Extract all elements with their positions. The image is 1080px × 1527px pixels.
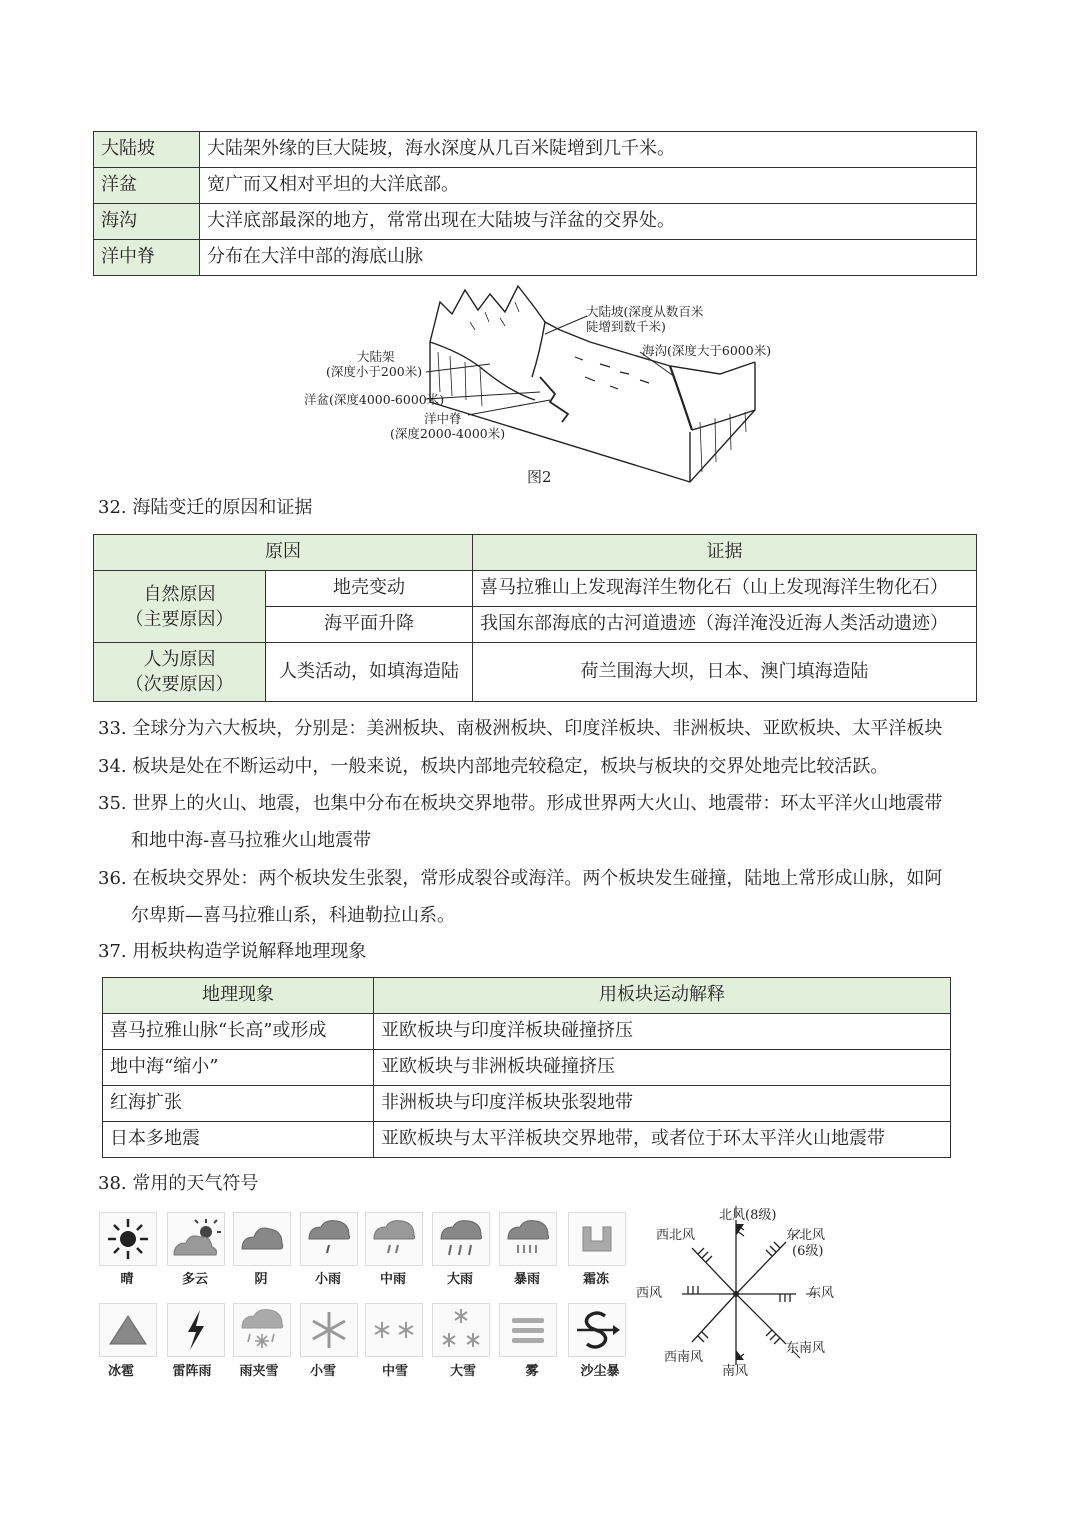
desc-cell: 大陆架外缘的巨大陡坡，海水深度从几百米陡增到几千米。: [200, 132, 977, 168]
human-activity-cell: 人类活动，如填海造陆: [266, 643, 473, 702]
thunderstorm-icon: [167, 1303, 225, 1357]
moderate-snow-icon: [365, 1303, 423, 1357]
desc-cell: 大洋底部最深的地方，常常出现在大陆坡与洋盆的交界处。: [200, 204, 977, 240]
fog-icon: [499, 1303, 557, 1357]
weather-label: 晴: [120, 1272, 134, 1287]
weather-label: 中雪: [381, 1364, 408, 1379]
wind-west-label: 西风: [636, 1286, 663, 1301]
weather-label: 沙尘暴: [580, 1364, 620, 1379]
sea-land-change-table: [93, 534, 977, 702]
human-cause-line1: 人为原因: [143, 649, 216, 670]
slope-label: 大陆坡(深度从数百米: [586, 304, 704, 319]
wind-southeast-label: 东南风: [786, 1341, 826, 1356]
explain-cell: 亚欧板块与非洲板块碰撞挤压: [374, 1050, 951, 1086]
basin-label: 洋盆(深度4000-6000米): [304, 392, 445, 407]
crust-cell: 地壳变动: [266, 571, 473, 607]
weather-label: 雨夹雪: [239, 1364, 279, 1379]
wind-northwest-label: 西北风: [656, 1228, 696, 1243]
term-cell: 洋盆: [94, 168, 200, 204]
natural-cause-cell: [94, 571, 266, 643]
item-34: 34. 板块是处在不断运动中，一般来说，板块内部地壳较稳定，板块与板块的交界处地壳比较活跃。: [98, 756, 889, 777]
light-snow-icon: [300, 1303, 358, 1357]
item-32-heading: 32. 海陆变迁的原因和证据: [98, 497, 313, 518]
term-cell: 海沟: [94, 204, 200, 240]
human-evidence-cell: 荷兰围海大坝，日本、澳门填海造陆: [473, 643, 977, 702]
frost-icon: [568, 1212, 626, 1266]
header-phenomenon: 地理现象: [103, 978, 374, 1014]
header-explain: 用板块运动解释: [374, 978, 951, 1014]
sun-icon: [99, 1212, 157, 1266]
sea-level-cell: 海平面升降: [266, 607, 473, 643]
sandstorm-icon: [568, 1303, 626, 1357]
sleet-icon: [233, 1303, 291, 1357]
item-33: 33. 全球分为六大板块，分别是：美洲板块、南极洲板块、印度洋板块、非洲板块、亚欧板块、太平洋板块: [98, 718, 943, 739]
overcast-icon: [233, 1212, 291, 1266]
light-rain-icon: [300, 1212, 358, 1266]
wind-east-label: 东风: [808, 1286, 835, 1301]
weather-label: 暴雨: [513, 1272, 540, 1287]
ridge-label: 洋中脊: [424, 411, 462, 426]
moderate-rain-icon: [365, 1212, 423, 1266]
weather-label: 小雪: [309, 1364, 336, 1379]
plate-explanation-table: [102, 977, 951, 1158]
term-cell: 洋中脊: [94, 240, 200, 276]
wind-south-label: 南风: [722, 1364, 749, 1379]
sea-level-evidence-cell: 我国东部海底的古河道遗迹（海洋淹没近海人类活动遗迹）: [473, 607, 977, 643]
term-cell: 大陆坡: [94, 132, 200, 168]
wind-southwest-label: 西南风: [664, 1350, 704, 1365]
header-cause: 原因: [94, 535, 473, 571]
shelf-label: 大陆架: [357, 349, 395, 364]
wind-north-label: 北风(8级): [719, 1208, 777, 1223]
item-38-heading: 38. 常用的天气符号: [98, 1173, 259, 1194]
weather-label: 小雨: [314, 1272, 341, 1287]
item-36: 36. 在板块交界处：两个板块发生张裂，常形成裂谷或海洋。两个板块发生碰撞，陆地上常形成山脉，如阿: [98, 868, 943, 889]
heavy-rain-icon: [432, 1212, 490, 1266]
figure-caption: 图2: [527, 468, 552, 486]
weather-label: 中雨: [379, 1272, 406, 1287]
natural-cause-line1: 自然原因: [143, 583, 216, 605]
item-35-cont: 和地中海-喜马拉雅火山地震带: [131, 830, 372, 851]
weather-label: 阴: [254, 1272, 268, 1287]
weather-label: 霜冻: [582, 1272, 609, 1287]
desc-cell: 分布在大洋中部的海底山脉: [200, 240, 977, 276]
ocean-floor-diagram: [300, 282, 780, 487]
explain-cell: 亚欧板块与太平洋板块交界地带，或者位于环太平洋火山地震带: [374, 1122, 951, 1158]
trench-label: 海沟(深度大于6000米): [642, 343, 772, 358]
weather-label: 大雪: [449, 1364, 476, 1379]
shelf-label-2: (深度小于200米): [326, 364, 423, 379]
header-evidence: 证据: [473, 535, 977, 571]
seafloor-table: [93, 131, 977, 276]
slope-label-2: 陡增到数千米): [586, 319, 666, 334]
phenomenon-cell: 地中海“缩小”: [103, 1050, 374, 1086]
phenomenon-cell: 日本多地震: [103, 1122, 374, 1158]
weather-label: 雾: [525, 1364, 539, 1379]
phenomenon-cell: 喜马拉雅山脉“长高”或形成: [103, 1014, 374, 1050]
explain-cell: 非洲板块与印度洋板块张裂地带: [374, 1086, 951, 1122]
ridge-label-2: (深度2000-4000米): [390, 426, 506, 441]
wind-northeast-label: 东北风: [786, 1228, 826, 1243]
item-36-cont: 尔卑斯—喜马拉雅山系，科迪勒拉山系。: [131, 905, 455, 926]
phenomenon-cell: 红海扩张: [103, 1086, 374, 1122]
item-37-heading: 37. 用板块构造学说解释地理现象: [98, 941, 367, 962]
desc-cell: 宽广而又相对平坦的大洋底部。: [200, 168, 977, 204]
explain-cell: 亚欧板块与印度洋板块碰撞挤压: [374, 1014, 951, 1050]
crust-evidence-cell: 喜马拉雅山上发现海洋生物化石（山上发现海洋生物化石）: [473, 571, 977, 607]
weather-label: 雷阵雨: [172, 1364, 212, 1379]
human-cause-cell: [94, 643, 266, 702]
wind-northeast-level: (6级): [792, 1244, 824, 1259]
weather-label: 冰雹: [107, 1364, 134, 1379]
rainstorm-icon: [499, 1212, 557, 1266]
human-cause-line2: （次要原因）: [125, 674, 234, 695]
item-35: 35. 世界上的火山、地震，也集中分布在板块交界地带。形成世界两大火山、地震带：环太平洋火山地震带: [98, 793, 943, 814]
hail-icon: [99, 1303, 157, 1357]
weather-label: 大雨: [446, 1272, 473, 1287]
natural-cause-line2: （主要原因）: [125, 608, 234, 630]
cloudy-icon: [167, 1212, 225, 1266]
heavy-snow-icon: [432, 1303, 490, 1357]
weather-label: 多云: [181, 1272, 208, 1287]
